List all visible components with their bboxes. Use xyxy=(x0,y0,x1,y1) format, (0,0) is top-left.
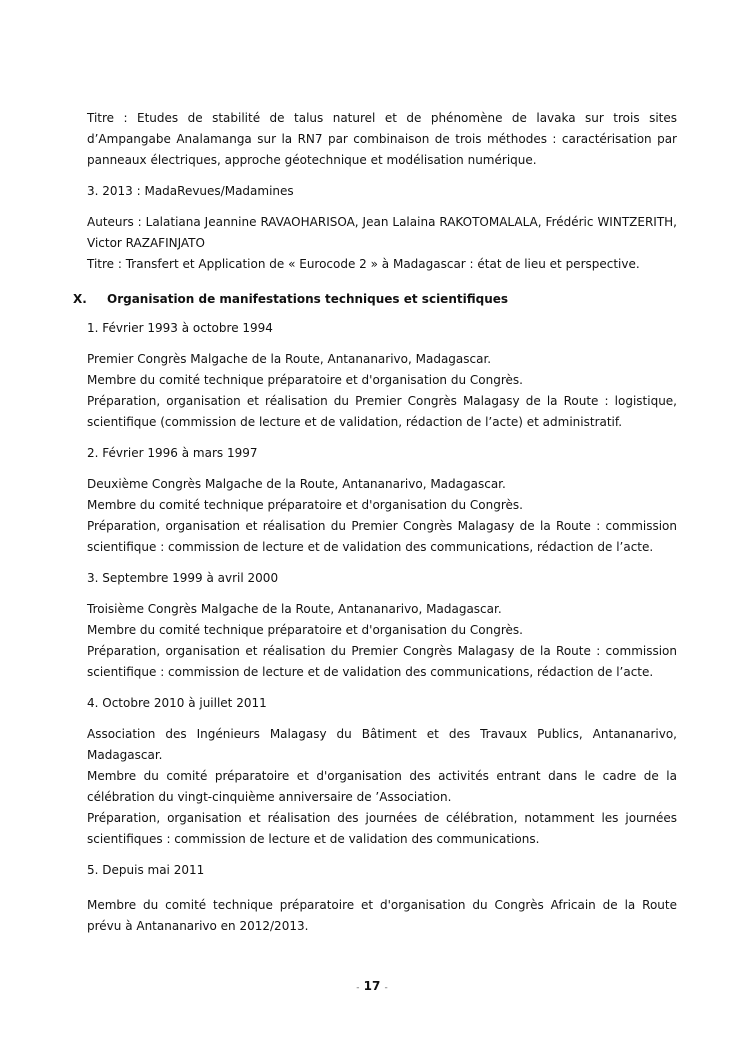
publication-3-authors: Auteurs : Lalatiana Jeannine RAVAOHARISOA, Jean Lalaina RAKOTOMALALA, Frédéric WINTZERITH, Victor RAZAFINJATO xyxy=(87,215,677,250)
event-3-line-1: Troisième Congrès Malgache de la Route, Antananarivo, Madagascar. xyxy=(87,602,502,616)
section-title: Organisation de manifestations techniques et scientifiques xyxy=(107,292,509,306)
footer-dash-right: - xyxy=(384,983,388,993)
event-4-line-1: Association des Ingénieurs Malagasy du Bâtiment et des Travaux Publics, Antananarivo, Madagascar. xyxy=(87,727,677,762)
publication-3-title: Titre : Transfert et Application de « Eurocode 2 » à Madagascar : état de lieu et perspective. xyxy=(87,257,640,271)
event-5-line-1: Membre du comité technique préparatoire et d'organisation du Congrès Africain de la Route prévu à Antananarivo en 2012/2013. xyxy=(87,898,677,933)
event-1-line-3: Préparation, organisation et réalisation du Premier Congrès Malagasy de la Route : logistique, scientifique (commission de lecture et de validation, rédaction de l’acte) et administratif. xyxy=(87,394,677,429)
event-3-line-2: Membre du comité technique préparatoire et d'organisation du Congrès. xyxy=(87,623,523,637)
page-footer xyxy=(0,979,744,993)
publication-2-title: Titre : Etudes de stabilité de talus naturel et de phénomène de lavaka sur trois sites d’Ampangabe Analamanga sur la RN7 par combinaison de trois méthodes : caractérisation par panneaux électriques, approche géotechnique et modélisation numérique. xyxy=(87,111,677,167)
event-5-description xyxy=(87,895,677,937)
event-2-line-1: Deuxième Congrès Malgache de la Route, Antananarivo, Madagascar. xyxy=(87,477,506,491)
event-2-line-2: Membre du comité technique préparatoire et d'organisation du Congrès. xyxy=(87,498,523,512)
event-2-line-3: Préparation, organisation et réalisation du Premier Congrès Malagasy de la Route : commission scientifique : commission de lecture et de validation des communications, rédaction de l’acte. xyxy=(87,519,677,554)
event-1-date: 1. Février 1993 à octobre 1994 xyxy=(87,321,273,335)
page-number: 17 xyxy=(363,979,381,993)
event-4-line-3: Préparation, organisation et réalisation des journées de célébration, notamment les journées scientifiques : commission de lecture et de validation des communications. xyxy=(87,811,677,846)
event-3-line-3: Préparation, organisation et réalisation du Premier Congrès Malagasy de la Route : commission scientifique : commission de lecture et de validation des communications, rédaction de l’acte. xyxy=(87,644,677,679)
event-2-description xyxy=(87,474,677,558)
publication-3-label: 3. 2013 : MadaRevues/Madamines xyxy=(87,184,294,198)
event-3-description xyxy=(87,599,677,683)
event-2-date: 2. Février 1996 à mars 1997 xyxy=(87,446,258,460)
section-heading xyxy=(73,289,677,310)
event-1-line-1: Premier Congrès Malgache de la Route, Antananarivo, Madagascar. xyxy=(87,352,492,366)
event-1-line-2: Membre du comité technique préparatoire et d'organisation du Congrès. xyxy=(87,373,523,387)
footer-dash-left: - xyxy=(356,983,360,993)
section-number: X. xyxy=(73,292,87,306)
document-page xyxy=(73,108,677,947)
event-4-line-2: Membre du comité préparatoire et d'organisation des activités entrant dans le cadre de la célébration du vingt-cinquième anniversaire de ’Association. xyxy=(87,769,677,804)
event-4-date: 4. Octobre 2010 à juillet 2011 xyxy=(87,696,267,710)
event-4-description xyxy=(87,724,677,850)
event-1-description xyxy=(87,349,677,433)
event-3-date: 3. Septembre 1999 à avril 2000 xyxy=(87,571,279,585)
event-5-date: 5. Depuis mai 2011 xyxy=(87,863,205,877)
